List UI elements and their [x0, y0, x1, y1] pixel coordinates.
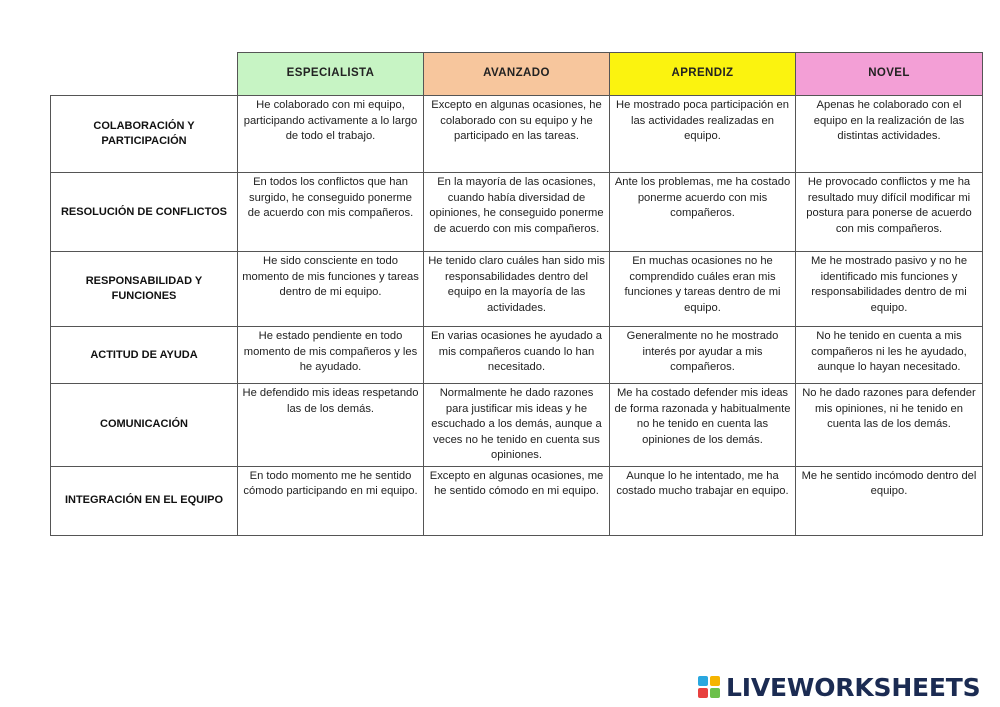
rubric-cell: Excepto en algunas ocasiones, he colaborado con su equipo y he participado en las tareas.: [424, 96, 610, 173]
rubric-cell: No he tenido en cuenta a mis compañeros ni les he ayudado, aunque lo hayan necesitado.: [796, 327, 983, 384]
rubric-table: [50, 52, 983, 536]
rubric-cell: Ante los problemas, me ha costado ponerme acuerdo con mis compañeros.: [610, 173, 796, 252]
table-row: [51, 173, 983, 252]
rubric-cell: Excepto en algunas ocasiones, me he sentido cómodo en mi equipo.: [424, 466, 610, 535]
rubric-cell: En todos los conflictos que han surgido, he conseguido ponerme de acuerdo con mis compañeros.: [238, 173, 424, 252]
header-corner: [51, 53, 238, 96]
logo-mark-icon: [698, 676, 720, 698]
rubric-cell: He defendido mis ideas respetando las de los demás.: [238, 384, 424, 467]
criterion-label: COMUNICACIÓN: [51, 384, 238, 467]
level-header-aprendiz: APRENDIZ: [610, 53, 796, 96]
level-header-avanzado: AVANZADO: [424, 53, 610, 96]
criterion-label: COLABORACIÓN Y PARTICIPACIÓN: [51, 96, 238, 173]
brand-name: LIVEWORKSHEETS: [726, 672, 981, 702]
rubric-cell: En todo momento me he sentido cómodo participando en mi equipo.: [238, 466, 424, 535]
rubric-cell: Apenas he colaborado con el equipo en la realización de las distintas actividades.: [796, 96, 983, 173]
criterion-label: INTEGRACIÓN EN EL EQUIPO: [51, 466, 238, 535]
table-row: [51, 327, 983, 384]
logo-square: [698, 688, 708, 698]
rubric-cell: En la mayoría de las ocasiones, cuando había diversidad de opiniones, he conseguido ponerme de acuerdo con mis compañeros.: [424, 173, 610, 252]
rubric-cell: Aunque lo he intentado, me ha costado mucho trabajar en equipo.: [610, 466, 796, 535]
rubric-cell: En muchas ocasiones no he comprendido cuáles eran mis funciones y tareas dentro de mi equipo.: [610, 252, 796, 327]
table-row: [51, 384, 983, 467]
table-row: [51, 252, 983, 327]
logo-square: [698, 676, 708, 686]
rubric-cell: He provocado conflictos y me ha resultado muy difícil modificar mi postura para ponerse de acuerdo con mis compañeros.: [796, 173, 983, 252]
rubric-cell: He estado pendiente en todo momento de mis compañeros y les he ayudado.: [238, 327, 424, 384]
level-header-especialista: ESPECIALISTA: [238, 53, 424, 96]
liveworksheets-logo[interactable]: [698, 672, 980, 702]
table-row: [51, 466, 983, 535]
rubric-cell: No he dado razones para defender mis opiniones, ni he tenido en cuenta las de los demás.: [796, 384, 983, 467]
rubric-cell: Me ha costado defender mis ideas de forma razonada y habitualmente no he tenido en cuenta las opiniones de los demás.: [610, 384, 796, 467]
criterion-label: RESOLUCIÓN DE CONFLICTOS: [51, 173, 238, 252]
table-row: [51, 96, 983, 173]
logo-square: [710, 676, 720, 686]
rubric-cell: He tenido claro cuáles han sido mis responsabilidades dentro del equipo en la mayoría de las actividades.: [424, 252, 610, 327]
rubric-cell: Me he sentido incómodo dentro del equipo.: [796, 466, 983, 535]
level-header-novel: NOVEL: [796, 53, 983, 96]
rubric-cell: Me he mostrado pasivo y no he identificado mis funciones y responsabilidades dentro de mi equipo.: [796, 252, 983, 327]
rubric-cell: He sido consciente en todo momento de mis funciones y tareas dentro de mi equipo.: [238, 252, 424, 327]
rubric-cell: Normalmente he dado razones para justificar mis ideas y he escuchado a los demás, aunque a veces no he tenido en cuenta sus opiniones.: [424, 384, 610, 467]
logo-square: [710, 688, 720, 698]
rubric-cell: He colaborado con mi equipo, participando activamente a lo largo de todo el trabajo.: [238, 96, 424, 173]
rubric-cell: Generalmente no he mostrado interés por ayudar a mis compañeros.: [610, 327, 796, 384]
rubric-cell: En varias ocasiones he ayudado a mis compañeros cuando lo han necesitado.: [424, 327, 610, 384]
criterion-label: RESPONSABILIDAD Y FUNCIONES: [51, 252, 238, 327]
criterion-label: ACTITUD DE AYUDA: [51, 327, 238, 384]
rubric-cell: He mostrado poca participación en las actividades realizadas en equipo.: [610, 96, 796, 173]
